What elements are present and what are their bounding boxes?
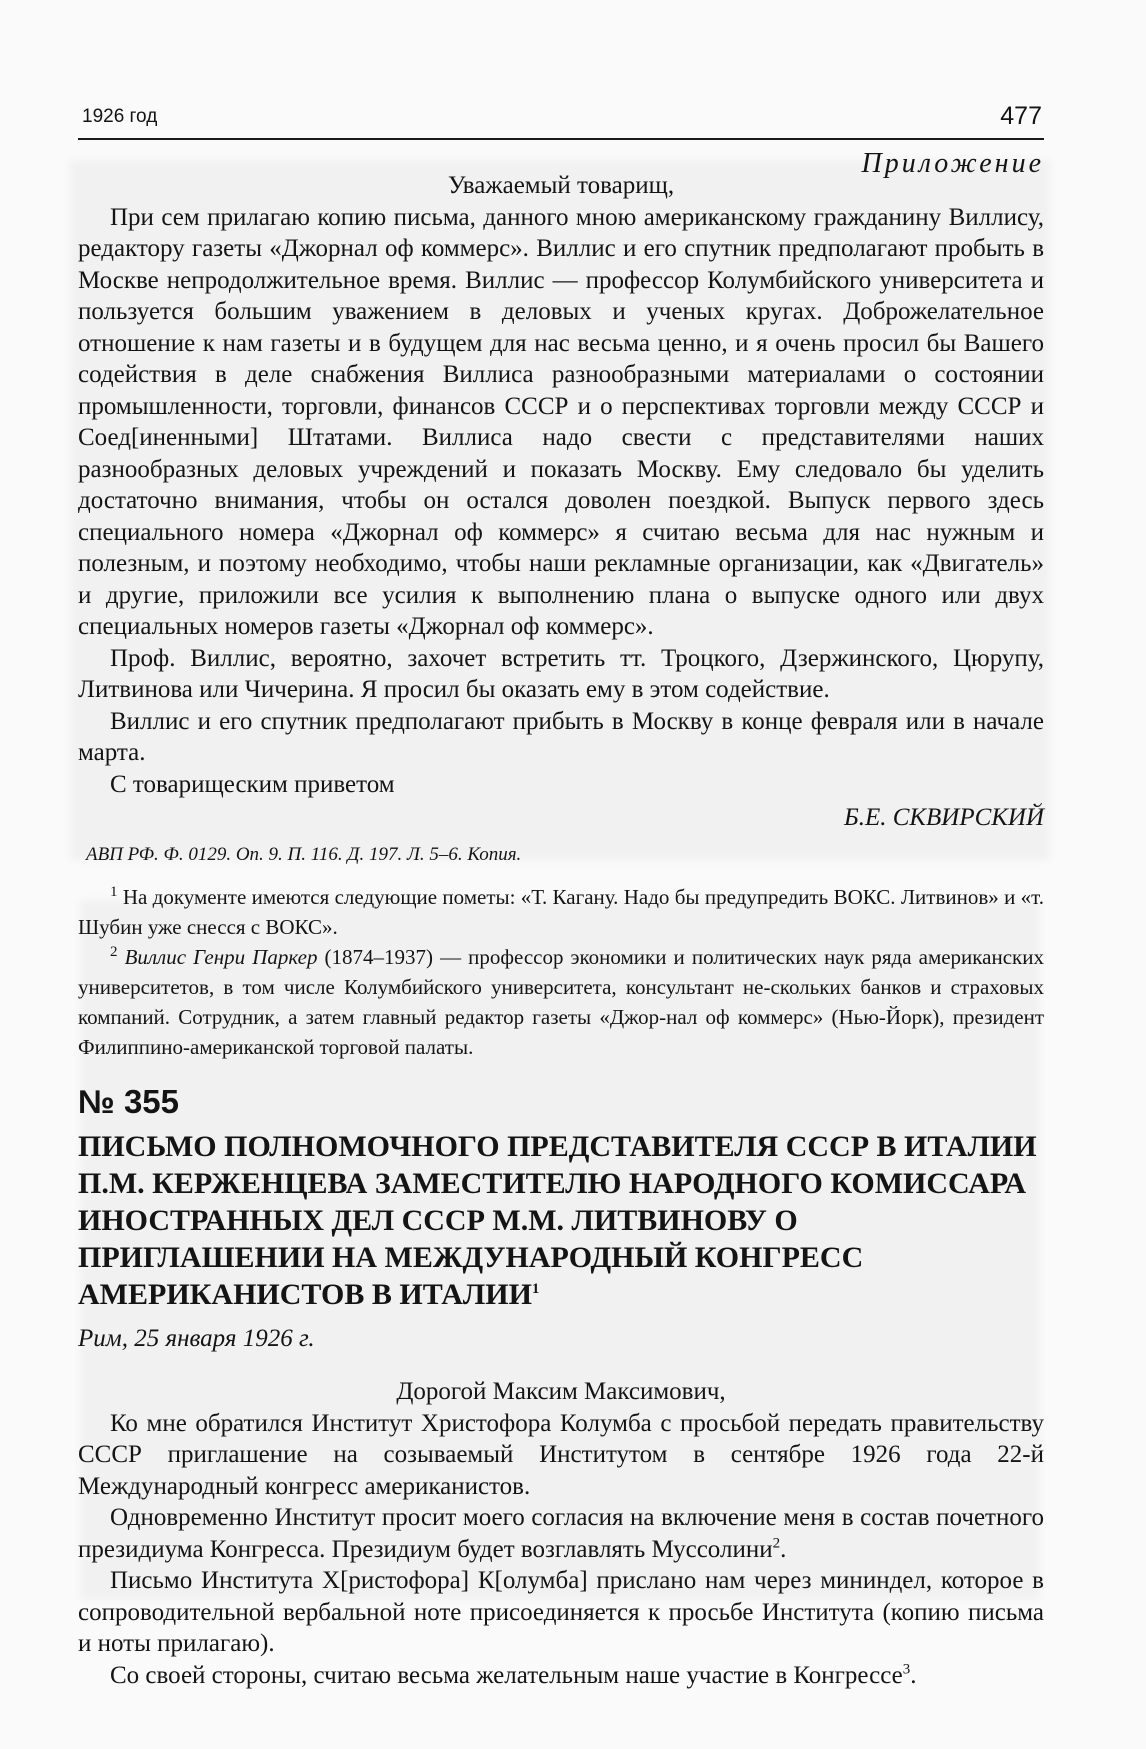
header-year: 1926 год: [82, 106, 158, 127]
letter-paragraph-4: [78, 1660, 1044, 1692]
letter-paragraph-4-end: .: [910, 1661, 917, 1689]
letter-paragraph-4-note: 3: [902, 1661, 911, 1678]
page-body: [78, 170, 1044, 1691]
letter-paragraph-2-note: 2: [772, 1535, 781, 1552]
letter-paragraph-2-end: .: [780, 1535, 787, 1563]
appendix-paragraph-1: При сем прилагаю копию письма, данного мною американскому гражданину Виллису, редактору газеты «Джорнал оф коммерс». Виллис и его спутник предполагают пробыть в Москве непродолжительное время. Виллис — профессор Колумбийского университета и пользуется большим уважением в деловых и ученых кругах. Доброжелательное отношение к нам газеты и в будущем для нас весьма ценно, и я очень просил бы Вашего содействия в деле снабжения Виллиса разнообразными материалами о состоянии промышленности, торговли, финансов СССР и о перспективах торговли между СССР и Соед[иненными] Штатами. Виллиса надо свести с представителями наших разнообразных деловых учреждений и показать Москву. Ему следовало бы уделить достаточно внимания, чтобы он остался доволен поездкой. Выпуск первого здесь специального номера «Джорнал оф коммерс» я считаю весьма для нас нужным и полезным, и поэтому необходимо, чтобы наши рекламные организации, как «Двигатель» и другие, приложили все усилия к выполнению плана о выпуске одного или двух специальных номеров газеты «Джорнал оф коммерс».: [78, 203, 1044, 640]
appendix-closing: С товарищеским приветом: [110, 770, 395, 798]
letter-paragraph-2: [78, 1502, 1044, 1565]
footnote-1: [78, 882, 1044, 942]
letter-paragraph-4-text: Со своей стороны, считаю весьма желательным наше участие в Конгрессе: [110, 1661, 903, 1689]
running-header: [78, 102, 1044, 140]
place-date: Рим, 25 января 1926 г.: [78, 1324, 315, 1352]
letter-paragraph-2-text: Одновременно Институт просит моего согласия на включение меня в состав почетного президиума Конгресса. Президиум будет возглавлять Муссолини: [78, 1504, 1044, 1563]
letter-paragraph-3: Письмо Института Х[ристофора] К[олумба] прислано нам через мининдел, которое в сопроводительной вербальной ноте присоединяется к просьбе Института (копию письма и ноты прилагаю).: [78, 1567, 1044, 1657]
page-number: 477: [1000, 102, 1042, 130]
document-title-note: 1: [531, 1280, 540, 1297]
appendix-paragraph-2: Проф. Виллис, вероятно, захочет встретить тт. Троцкого, Дзержинского, Цюрупу, Литвинова или Чичерина. Я просил бы оказать ему в этом содействие.: [78, 644, 1044, 703]
footnote-2-text: (1874–1937) — профессор экономики и политических наук ряда американских университетов, в том числе Колумбийского университета, консультант не-скольких банков и страховых компаний. Сотрудник, а затем главный редактор газеты «Джор-нал оф коммерс» (Нью-Йорк), президент Филиппино-американской торговой палаты.: [78, 944, 1044, 1059]
document-title-text: ПИСЬМО ПОЛНОМОЧНОГО ПРЕДСТАВИТЕЛЯ СССР В ИТАЛИИ П.М. КЕРЖЕНЦЕВА ЗАМЕСТИТЕЛЮ НАРОДНОГО КОМИССАРА ИНОСТРАННЫХ ДЕЛ СССР М.М. ЛИТВИНОВУ О ПРИГЛАШЕНИИ НА МЕЖДУНАРОДНЫЙ КОНГРЕСС АМЕРИКАНИСТОВ В ИТАЛИИ: [78, 1129, 1037, 1311]
footnote-2-name: Виллис Генри Паркер: [124, 944, 318, 969]
document-number: № 355: [78, 1082, 180, 1120]
appendix-salutation: Уважаемый товарищ,: [447, 172, 675, 199]
document-title: [78, 1128, 1044, 1313]
archive-reference: АВП РФ. Ф. 0129. Оп. 9. П. 116. Д. 197. Л. 5–6. Копия.: [86, 843, 522, 865]
appendix-paragraph-3: Виллис и его спутник предполагают прибыть в Москву в конце февраля или в начале марта.: [78, 707, 1044, 766]
appendix-signature: Б.Е. СКВИРСКИЙ: [843, 804, 1044, 831]
footnote-1-text: На документе имеются следующие пометы: «Т. Кагану. Надо бы предупредить ВОКС. Литвинов» и «т. Шубин уже снесся с ВОКС».: [78, 884, 1045, 939]
footnote-2-number: 2: [110, 943, 118, 960]
letter-paragraph-1: Ко мне обратился Институт Христофора Колумба с просьбой передать правительству СССР приглашение на созываемый Институтом в сентябре 1926 года 22-й Международный конгресс американистов.: [78, 1409, 1044, 1500]
letter-salutation: Дорогой Максим Максимович,: [396, 1378, 726, 1405]
footnote-2: [78, 942, 1044, 1062]
footnote-1-number: 1: [110, 883, 118, 900]
appendix-label: Приложение: [861, 148, 1044, 179]
